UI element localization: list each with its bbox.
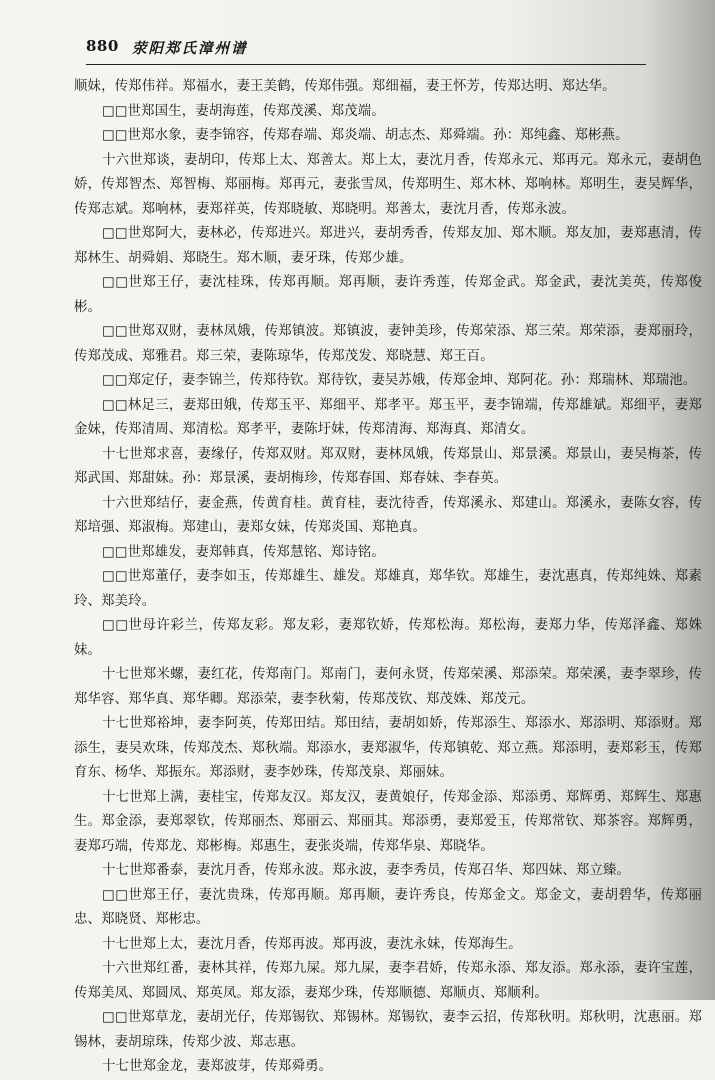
paragraph-19: □□世郑王仔，妻沈贵珠，传郑再顺。郑再顺，妻许秀良，传郑金文。郑金文，妻胡碧华，传郑丽忠、郑晓贤、郑彬忠。 bbox=[74, 887, 702, 927]
paragraph-2: □□世郑国生，妻胡海莲，传郑茂溪、郑茂端。 bbox=[102, 103, 385, 119]
paragraph-18: 十七世郑番泰，妻沈月香，传郑永波。郑永波，妻李秀员，传郑召华、郑四妹、郑立臻。 bbox=[102, 863, 631, 878]
paragraph-10: 十七世郑求喜，妻缘仔，传郑双财。郑双财，妻林凤娥，传郑景山、郑景溪。郑景山，妻吴梅茶，传郑武国、郑甜妹。孙：郑景溪，妻胡梅珍，传郑春国、郑春妹、李春英。 bbox=[74, 446, 702, 486]
paragraph-1: 顺妹，传郑伟祥。郑福水，妻王美鹤，传郑伟强。郑细福，妻王怀芳，传郑达明、郑达华。 bbox=[74, 79, 616, 94]
paragraph-4: 十六世郑谈，妻胡印，传郑上太、郑善太。郑上太，妻沈月香，传郑永元、郑再元。郑永元，妻胡色娇，传郑智杰、郑智梅、郑丽梅。郑再元，妻张雪凤，传郑明生、郑木林、郑响林。郑明生，妻吴辉华，传郑志斌。郑响林，妻郑祥英，传郑晓敏、郑晓明。郑善太，妻沈月香，传郑永波。 bbox=[74, 152, 702, 217]
paragraph-6: □□世郑王仔，妻沈桂珠，传郑再顺。郑再顺，妻许秀莲，传郑金武。郑金武，妻沈美英，传郑俊彬。 bbox=[74, 275, 702, 315]
paragraph-23: 十七世郑金龙，妻郑波芽，传郑舜勇。 bbox=[102, 1059, 333, 1074]
paragraph-8: □□郑定仔，妻李锦兰，传郑待钦。郑待钦，妻吴苏娥，传郑金坤、郑阿花。孙：郑瑞林、郑瑞池。 bbox=[102, 373, 697, 388]
genealogy-text bbox=[74, 75, 702, 1080]
page-header bbox=[86, 34, 646, 65]
paragraph-14: □□世母许彩兰，传郑友彩。郑友彩，妻郑钦娇，传郑松海。郑松海，妻郑力华，传郑泽鑫、郑姝妹。 bbox=[74, 618, 702, 658]
paragraph-16: 十七世郑裕坤，妻李阿英，传郑田结。郑田结，妻胡如娇，传郑添生、郑添水、郑添明、郑添财。郑添生，妻吴欢珠，传郑茂杰、郑秋端。郑添水，妻郑淑华，传郑镇乾、郑立燕。郑添明，妻郑彩玉，传郑育东、杨华、郑振东。郑添财，妻李妙珠，传郑茂泉、郑丽妹。 bbox=[74, 716, 702, 780]
running-title: 荥阳郑氏漳州谱 bbox=[132, 40, 248, 57]
paragraph-21: 十六世郑红番，妻林其祥，传郑九屎。郑九屎，妻李君娇，传郑永添、郑友添。郑永添，妻许宝莲，传郑美凤、郑圆凤、郑英凤。郑友添，妻郑少珠，传郑顺德、郑顺贞、郑顺利。 bbox=[74, 961, 702, 1001]
page-number: 880 bbox=[86, 37, 119, 55]
paragraph-12: □□世郑雄发，妻郑韩真，传郑慧铭、郑诗铭。 bbox=[102, 544, 385, 560]
paragraph-3: □□世郑水象，妻李锦容，传郑春端、郑炎端、胡志杰、郑舜端。孙：郑纯鑫、郑彬燕。 bbox=[102, 128, 629, 143]
paragraph-13: □□世郑董仔，妻李如玉，传郑雄生、雄发。郑雄真，郑华钦。郑雄生，妻沈惠真，传郑纯姝、郑素玲、郑美玲。 bbox=[74, 569, 702, 609]
paragraph-15: 十七世郑米螺，妻红花，传郑南门。郑南门，妻何永贤，传郑荣溪、郑添荣。郑荣溪，妻李翠珍，传郑华容、郑华真、郑华卿。郑添荣，妻李秋菊，传郑茂钦、郑茂姝、郑茂元。 bbox=[74, 667, 702, 707]
paragraph-22: □□世郑草龙，妻胡光仔，传郑锡钦、郑锡林。郑锡钦，妻李云招，传郑秋明。郑秋明，沈惠丽。郑锡林，妻胡琼珠，传郑少波、郑志惠。 bbox=[74, 1010, 702, 1050]
paragraph-9: □□林足三，妻郑田娥，传郑玉平、郑细平、郑孝平。郑玉平，妻李锦端，传郑雄斌。郑细平，妻郑金妹，传郑清周、郑清松。郑孝平，妻陈圩妹，传郑清海、郑海真、郑清女。 bbox=[74, 397, 702, 437]
paragraph-5: □□世郑阿大，妻林必，传郑进兴。郑进兴，妻胡秀香，传郑友加、郑木顺。郑友加，妻郑惠清，传郑林生、胡舜娟、郑晓生。郑木顺，妻牙珠，传郑少雄。 bbox=[74, 226, 702, 266]
paragraph-20: 十七世郑上太，妻沈月香，传郑再波。郑再波，妻沈永妹，传郑海生。 bbox=[102, 936, 522, 952]
paragraph-17: 十七世郑上满，妻桂宝，传郑友汉。郑友汉，妻黄娘仔，传郑金添、郑添勇、郑辉勇、郑辉生、郑惠生。郑金添，妻郑翠钦，传郑丽杰、郑丽云、郑丽其。郑添勇，妻郑爱玉，传郑常钦、郑茶容。郑辉勇，妻郑巧端，传郑龙、郑彬梅。郑惠生，妻张炎端，传郑华泉、郑晓华。 bbox=[74, 789, 702, 854]
paragraph-11: 十六世郑结仔，妻金燕，传黄育桂。黄育桂，妻沈待香，传郑溪永、郑建山。郑溪永，妻陈女容，传郑培强、郑淑梅。郑建山，妻郑女妹，传郑炎国、郑艳真。 bbox=[74, 495, 702, 535]
paragraph-7: □□世郑双财，妻林凤娥，传郑镇波。郑镇波，妻钟美珍，传郑荣添、郑三荣。郑荣添，妻郑丽玲，传郑茂成、郑雅君。郑三荣，妻陈琼华，传郑茂发、郑晓慧、郑王百。 bbox=[74, 324, 702, 364]
